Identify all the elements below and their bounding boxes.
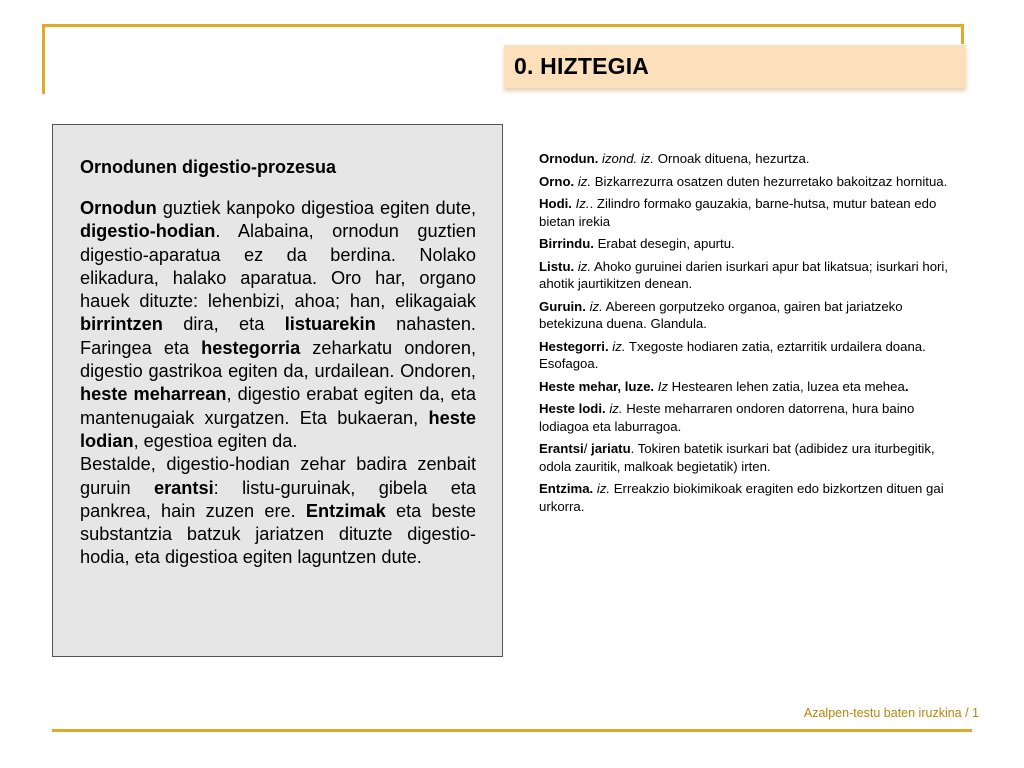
glossary-term: Heste lodi.	[539, 401, 606, 416]
left-frame-line	[42, 24, 45, 94]
glossary-term: jariatu	[591, 441, 631, 456]
bold-term: Ornodun	[80, 198, 157, 218]
glossary-definition: Heste meharraren ondoren datorrena, hura baino lodiagoa eta laburragoa.	[539, 401, 915, 434]
bold-term: digestio-hodian	[80, 221, 216, 242]
glossary-category: Iz.	[575, 196, 590, 211]
glossary-definition: Bizkarrezurra osatzen duten hezurretako bakoitzaz hornitua.	[591, 173, 948, 189]
glossary-entry	[539, 338, 959, 373]
glossary-definition: . Zilindro formako gauzakia, barne-hutsa, mutur batean edo bietan irekia	[539, 196, 937, 229]
right-frame-line	[961, 24, 964, 44]
glossary-category: Iz	[657, 378, 669, 394]
glossary-category: iz.	[589, 298, 603, 314]
bold-term: hestegorria	[201, 337, 301, 358]
glossary-term: Listu.	[539, 258, 575, 274]
glossary-definition: /	[583, 441, 592, 456]
text-box-heading: Ornodunen digestio-prozesua	[80, 157, 337, 177]
glossary-term: Entzima.	[539, 481, 594, 496]
text-run: . Alabaina, ornodun guztien digestio-aparatua ez da berdina. Nolako elikadura, halako aparatua. Oro har, organo hauek dituzte: lehenbizi, ahoa; han, elikagaiak	[80, 221, 476, 312]
glossary-term: Heste mehar, luze.	[539, 378, 655, 394]
text-run: : listu-guruinak, gibela eta pankrea, hain zuzen ere.	[80, 477, 476, 521]
glossary-category: iz.	[609, 401, 623, 416]
text-box-paragraph-1	[80, 197, 476, 453]
glossary-definition: Erabat desegin, apurtu.	[593, 236, 735, 251]
glossary-entry	[539, 173, 959, 191]
title-banner	[504, 45, 966, 88]
glossary-term: Ornodun.	[539, 151, 599, 166]
glossary-term: Hestegorri.	[539, 338, 609, 354]
glossary-term: .	[904, 378, 909, 394]
glossary-category: iz.	[596, 481, 611, 496]
top-frame-line	[42, 24, 964, 27]
glossary-term: Hodi.	[539, 196, 572, 211]
bold-term: heste meharrean	[80, 384, 227, 405]
glossary-entry	[539, 440, 959, 475]
glossary-term: Erantsi	[539, 441, 584, 456]
glossary-definition: Ahoko guruinei darien isurkari apur bat likatsua; isurkari hori, ahotik jaurtikitzen denean.	[539, 258, 949, 291]
text-run: eta beste substantzia batzuk jariatzen dituzte digestio-hodia, eta digestioa egiten laguntzen dute.	[80, 500, 476, 568]
bold-term: Entzimak	[305, 500, 386, 521]
text-run: , egestioa egiten da.	[133, 430, 298, 451]
glossary-entry	[539, 298, 959, 333]
glossary-category: izond. iz.	[602, 151, 655, 166]
glossary-entry	[539, 150, 959, 168]
bold-term: erantsi	[153, 477, 214, 498]
glossary-definition: . Tokiren batetik isurkari bat (adibidez ura iturbegitik, odola zauritik, malkoak begietatik) irten.	[539, 441, 935, 474]
glossary-entry	[539, 400, 959, 435]
text-run: guztiek kanpoko digestioa egiten dute,	[156, 198, 476, 218]
glossary-definition: Ornoak dituena, hezurtza.	[654, 151, 810, 166]
glossary-term: Guruin.	[539, 298, 586, 314]
glossary-term: Birrindu.	[539, 236, 594, 251]
text-box	[52, 124, 503, 657]
glossary-entry	[539, 480, 959, 515]
page-title: 0. HIZTEGIA	[514, 53, 650, 79]
glossary-term: Orno.	[539, 173, 575, 189]
glossary-entry	[539, 378, 959, 396]
bold-term: birrintzen	[80, 314, 163, 335]
text-run: Bestalde, digestio-hodian zehar badira zenbait guruin	[80, 454, 476, 498]
footer-caption: Azalpen-testu baten iruzkina / 1	[803, 706, 979, 720]
bold-term: listuarekin	[284, 314, 376, 335]
glossary-entry	[539, 235, 959, 253]
glossary-definition: Abereen gorputzeko organoa, gairen bat jariatzeko betekizuna duena. Glandula.	[539, 298, 903, 331]
glossary-category: iz.	[612, 338, 626, 354]
glossary	[539, 150, 959, 520]
glossary-entry	[539, 258, 959, 293]
glossary-category: iz.	[577, 173, 592, 189]
text-run: , digestio erabat egiten da, eta mantenugaiak xurgatzen. Eta bukaeran,	[80, 384, 476, 428]
bold-term: heste lodian	[80, 407, 476, 451]
bottom-rule	[52, 729, 972, 732]
text-run: nahasten. Faringea eta	[80, 314, 476, 358]
glossary-definition: Erreakzio biokimikoak eragiten edo bizkortzen dituen gai urkorra.	[539, 481, 944, 514]
glossary-category: iz.	[577, 258, 592, 274]
glossary-entry	[539, 195, 959, 230]
text-run: zeharkatu ondoren, digestio gastrikoa egiten da, urdailean. Ondoren,	[80, 337, 477, 382]
glossary-definition: Hestearen lehen zatia, luzea eta mehea	[668, 378, 905, 394]
text-box-paragraph-2	[80, 453, 476, 569]
glossary-definition: Txegoste hodiaren zatia, eztarritik urdailera doana. Esofagoa.	[539, 338, 926, 371]
text-run: dira, eta	[162, 314, 285, 335]
